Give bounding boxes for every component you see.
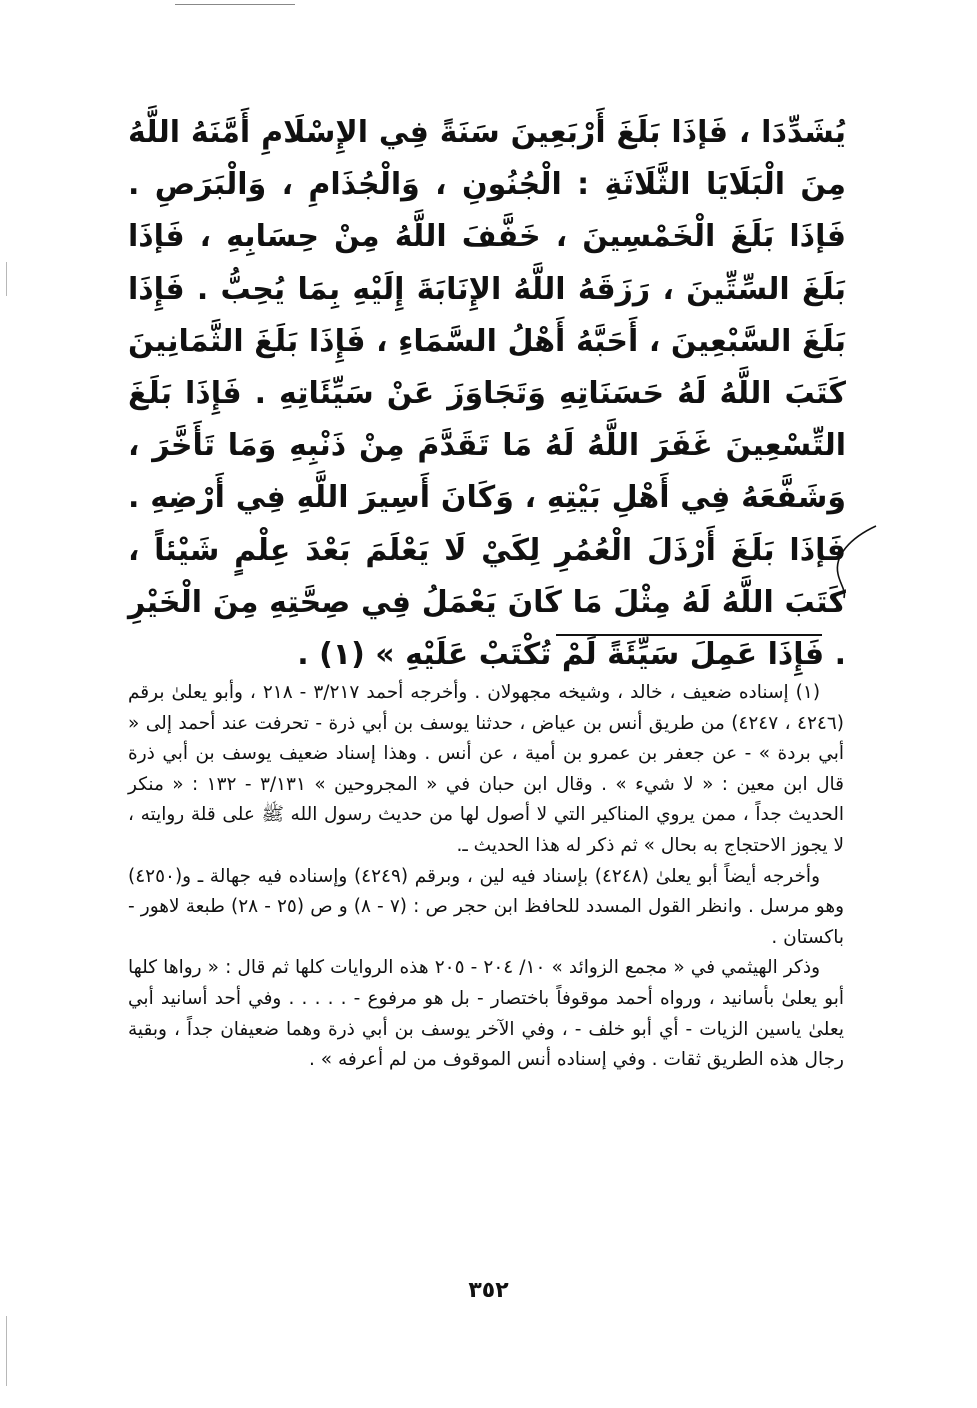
margin-bracket-mark (832, 520, 880, 600)
top-edge-rule (175, 4, 295, 5)
scan-edge-mark (6, 262, 7, 296)
scan-edge-mark (6, 1316, 7, 1386)
footnote-paragraph: وذكر الهيثمي في « مجمع الزوائد » ١٠/ ٢٠٤ - ٢٠٥ هذه الروايات كلها ثم قال : « رواها كلها أبو يعلىٰ بأسانيد ، ورواه أحمد موقوفاً باختصار - بل هو مرفوع - . . . . . وفي أحد أسانيد أبي يعلىٰ ياسين الزيات - أي أبو خلف - ، وفي الآخر يوسف بن أبي ذرة وهما ضعيفان جداً ، وبقية رجال هذه الطريق ثقات . وفي إسناده أنس الموقوف من لم أعرفه » . (128, 957, 844, 1071)
footnote-separator (556, 634, 822, 636)
page-number: ٣٥٢ (468, 1278, 509, 1303)
footnote-paragraph: (١) إسناده ضعيف ، خالد ، وشيخه مجهولان . وأخرجه أحمد ٣/٢١٧ - ٢١٨ ، وأبو يعلىٰ برقم (٤٢٤٦ ، ٤٢٤٧) من طريق أنس بن عياض ، حدثنا يوسف بن أبي ذرة - تحرفت عند أحمد إلى « أبي بردة » - عن جعفر بن عمرو بن أمية ، عن أنس . وهذا إسناد ضعيف يوسف بن أبي ذرة قال ابن معين : « لا شيء » . وقال ابن حبان في « المجروحين » ٣/١٣١ - ١٣٢ : « منكر الحديث جداً ، ممن يروي المناكير التي لا أصول لها من حديث رسول الله ﷺ على قلة روايته ، لا يجوز الاحتجاج به بحال » ثم ذكر له هذا الحديث ـ. (128, 682, 844, 856)
main-hadith-text: يُشَدِّدَا ، فَإذَا بَلَغَ أَرْبَعِينَ سَنَةً فِي الإِسْلَامِ أَمَّنَهُ اللَّهُ مِنَ الْبَلَايَا الثَّلَاثَةِ : الْجُنُونِ ، وَالْجُذَامِ ، وَالْبَرَصِ . فَإذَا بَلَغَ الْخَمْسِينَ ، خَفَّفَ اللَّهُ مِنْ حِسَابِهِ ، فَإذَا بَلَغَ السِّتِّينَ ، رَزَقَهُ اللَّهُ الإِنَابَةَ إِلَيْهِ بِمَا يُحِبُّ . فَإِذَا بَلَغَ السَّبْعِينَ ، أَحَبَّهُ أَهْلُ السَّمَاءِ ، فَإِذَا بَلَغَ الثَّمَانِينَ كَتَبَ اللَّهُ لَهُ حَسَنَاتِهِ وَتَجَاوَزَ عَنْ سَيِّئَاتِهِ . فَإِذَا بَلَغَ التِّسْعِينَ غَفَرَ اللَّهُ لَهُ مَا تَقَدَّمَ مِنْ ذَنْبِهِ وَمَا تَأَخَّرَ ، وَشَفَّعَهُ فِي أَهْلِ بَيْتِهِ ، وَكَانَ أَسِيرَ اللَّهِ فِي أَرْضِهِ . فَإذَا بَلَغَ أَرْذَلَ الْعُمُرِ لِكَيْ لَا يَعْلَمَ بَعْدَ عِلْمٍ شَيْئاً ، كَتَبَ اللَّهُ لَهُ مِثْلَ مَا كَانَ يَعْمَلُ فِي صِحَّتِهِ مِنَ الْخَيْرِ . فَإِذَا عَمِلَ سَيِّئَةً لَمْ تُكْتَبْ عَلَيْهِ » (١) . (128, 115, 846, 673)
footnote-paragraph: وأخرجه أيضاً أبو يعلىٰ (٤٢٤٨) بإسناد فيه لين ، وبرقم (٤٢٤٩) وإسناده فيه جهالة ـ و(٤٢٥٠) وهو مرسل . وانظر القول المسدد للحافظ ابن حجر ص : (٧ - ٨) و ص (٢٥ - ٢٨) طبعة لاهور - باكستان . (128, 865, 845, 948)
footnotes-section (128, 678, 844, 1076)
